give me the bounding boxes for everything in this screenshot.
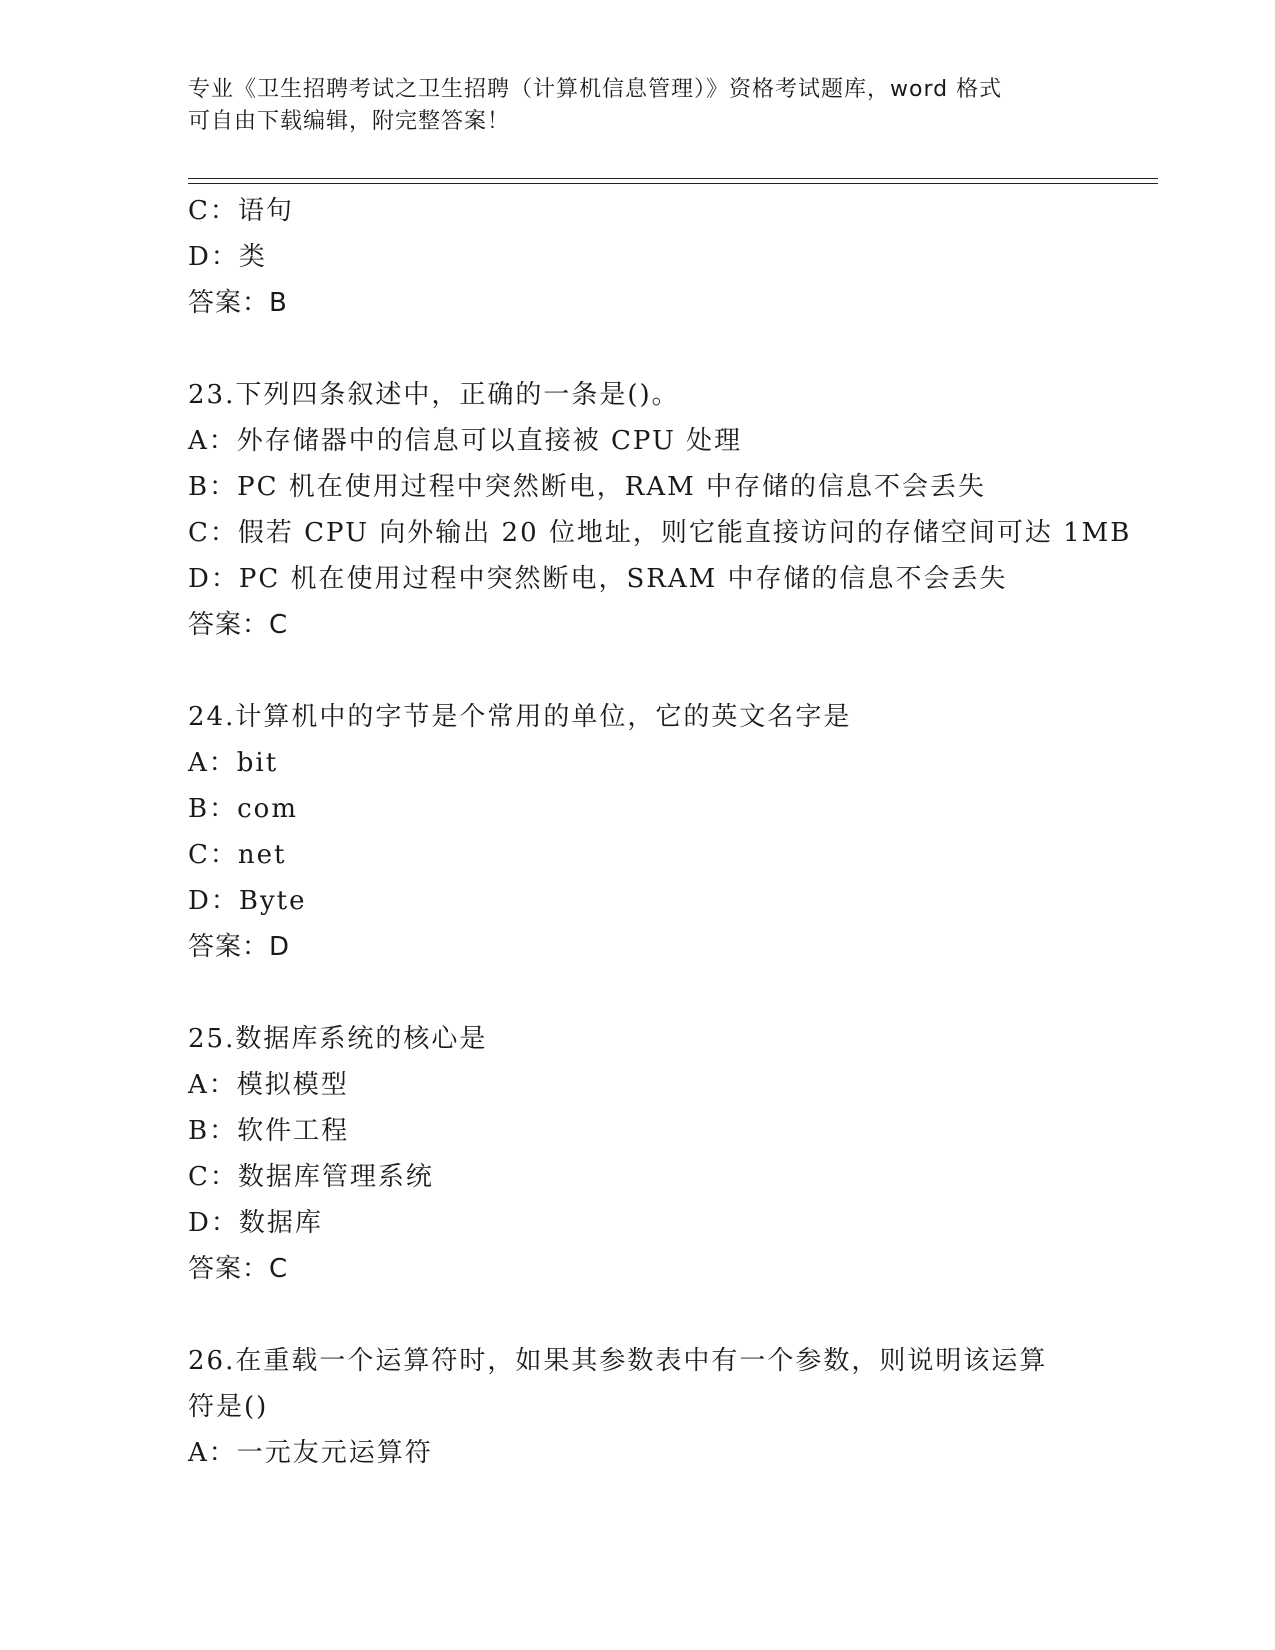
option-c: C：数据库管理系统: [188, 1162, 434, 1192]
option-c: C：假若 CPU 向外输出 20 位地址，则它能直接访问的存储空间可达 1MB: [188, 518, 1132, 548]
option-b: B：PC 机在使用过程中突然断电，RAM 中存储的信息不会丢失: [188, 472, 986, 502]
spacer: [188, 648, 1118, 694]
answer: 答案：C: [188, 610, 289, 640]
document-header: [188, 74, 1088, 138]
question-text: 24.计算机中的字节是个常用的单位，它的英文名字是: [188, 702, 852, 732]
option-d: D：Byte: [188, 886, 307, 916]
option-c: C：net: [188, 840, 287, 870]
question-23: [188, 372, 1132, 648]
option-d: D：数据库: [188, 1208, 323, 1238]
option-a: A：bit: [188, 748, 279, 778]
header-line-1: 专业《卫生招聘考试之卫生招聘（计算机信息管理）》资格考试题库，word 格式: [188, 77, 1003, 102]
option-a: A：一元友元运算符: [188, 1438, 433, 1468]
question-text: 23.下列四条叙述中，正确的一条是()。: [188, 380, 680, 410]
answer: 答案：B: [188, 288, 288, 318]
option-d: D：PC 机在使用过程中突然断电，SRAM 中存储的信息不会丢失: [188, 564, 1008, 594]
question-24: [188, 694, 1118, 970]
spacer: [188, 970, 1118, 1016]
option-a: A：外存储器中的信息可以直接被 CPU 处理: [188, 426, 743, 456]
answer: 答案：D: [188, 932, 291, 962]
answer: 答案：C: [188, 1254, 289, 1284]
question-26: [188, 1338, 1118, 1476]
spacer: [188, 326, 1118, 372]
option-d: D：类: [188, 242, 267, 272]
header-divider-top: [188, 178, 1158, 179]
option-c: C：语句: [188, 196, 294, 226]
option-b: B：软件工程: [188, 1116, 350, 1146]
question-text: 25.数据库系统的核心是: [188, 1024, 488, 1054]
question-list: [188, 188, 1132, 1476]
spacer: [188, 1292, 1118, 1338]
question-text-line-1: 26.在重载一个运算符时，如果其参数表中有一个参数，则说明该运算: [188, 1346, 1048, 1376]
header-divider-bottom: [188, 183, 1158, 184]
option-a: A：模拟模型: [188, 1070, 349, 1100]
question-text-line-2: 符是(): [188, 1392, 269, 1422]
question-25: [188, 1016, 1118, 1292]
header-line-2: 可自由下载编辑，附完整答案！: [188, 109, 511, 134]
option-b: B：com: [188, 794, 298, 824]
